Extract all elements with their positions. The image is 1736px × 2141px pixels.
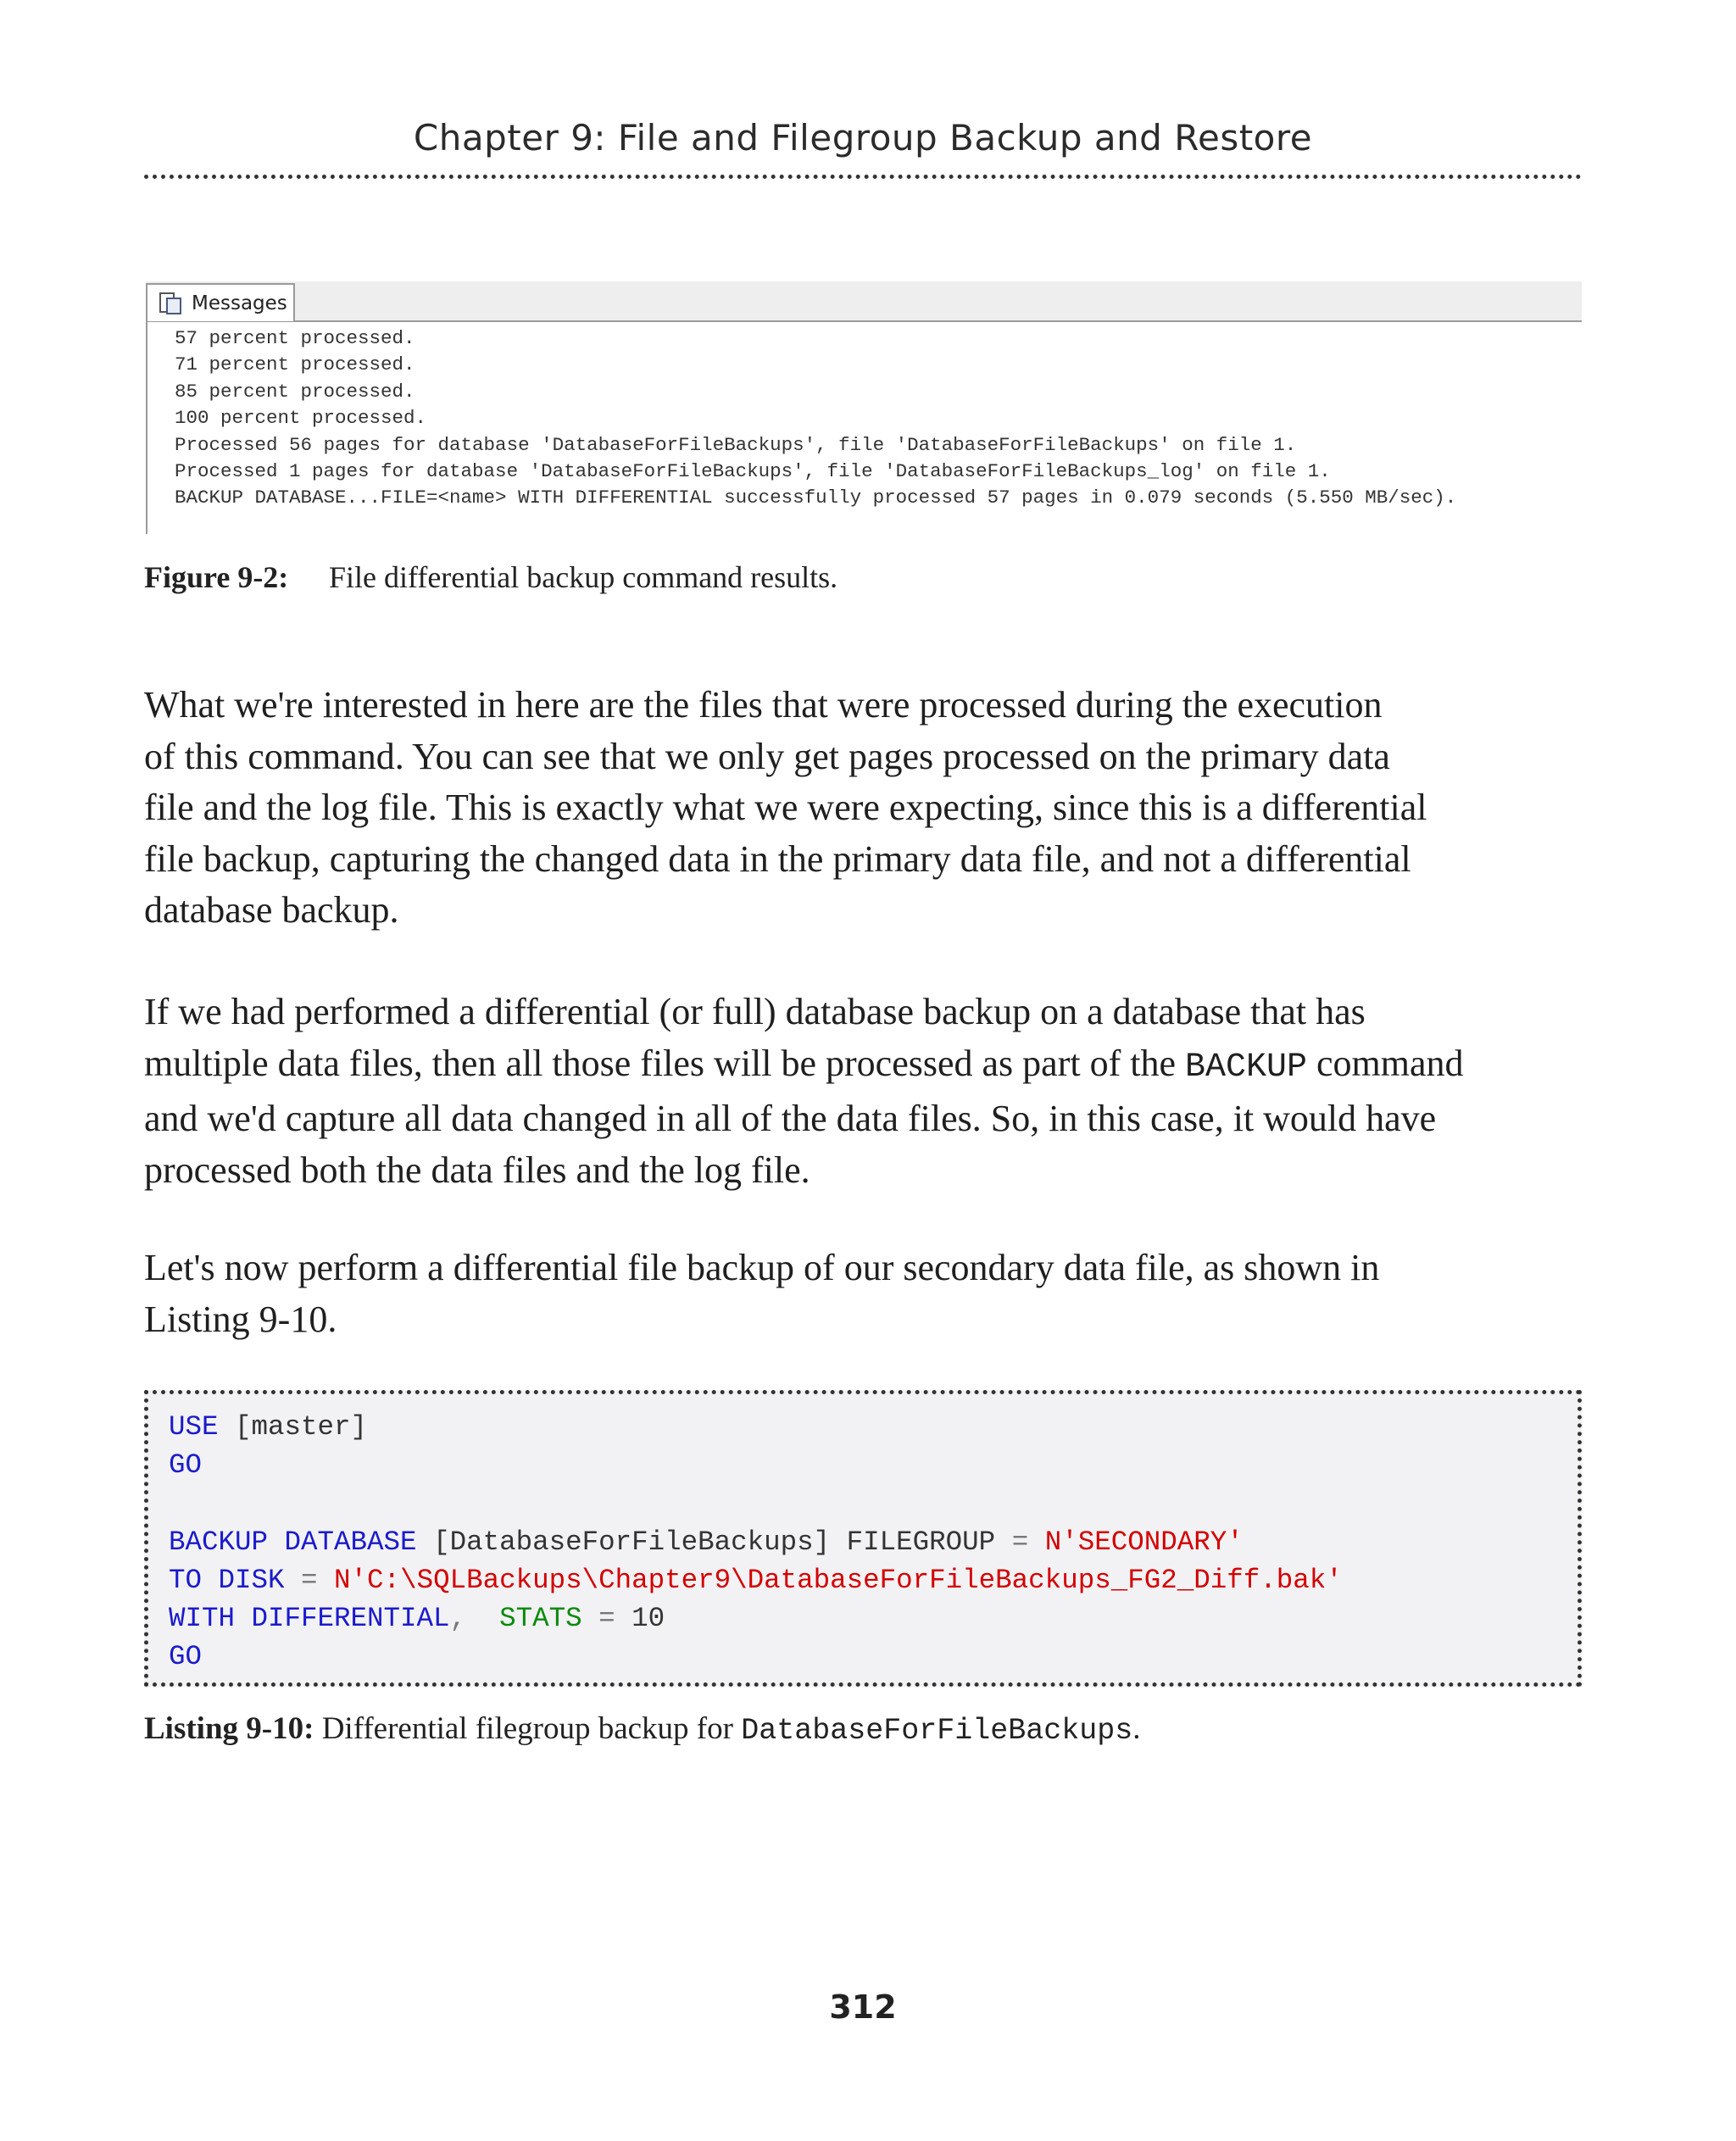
code-keyword: GO — [169, 1449, 203, 1482]
paragraph-line: file backup, capturing the changed data in the primary data file, and not a differential — [144, 837, 1411, 880]
paragraph-text: multiple data files, then all those files will be processed as part of the — [144, 1042, 1185, 1084]
code-block — [169, 1408, 1343, 1676]
message-line: BACKUP DATABASE...FILE=<name> WITH DIFFERENTIAL successfully processed 57 pages in 0.079 seconds (5.550 MB/sec). — [175, 487, 1457, 509]
messages-tab-label: Messages — [192, 292, 287, 314]
listing-caption — [144, 1710, 1141, 1748]
code-keyword: WITH DIFFERENTIAL — [169, 1603, 450, 1635]
paragraph-3 — [144, 1243, 1585, 1345]
code-operator: = — [1011, 1526, 1029, 1558]
listing-caption-code: DatabaseForFileBackups — [741, 1714, 1133, 1748]
listing-caption-label: Listing 9-10: — [144, 1711, 314, 1746]
paragraph-line: and we'd capture all data changed in all of the data files. So, in this case, it would have — [144, 1098, 1437, 1139]
paragraph-line: file and the log file. This is exactly what we were expecting, since this is a differential — [144, 787, 1427, 828]
paragraph-line: Let's now perform a differential file backup of our secondary data file, as shown in — [144, 1247, 1380, 1288]
paragraph-2 — [144, 987, 1585, 1196]
paragraph-line: processed both the data files and the log file. — [144, 1148, 810, 1191]
paragraph-line: of this command. You can see that we only get pages processed on the primary data — [144, 735, 1390, 777]
code-keyword: GO — [169, 1641, 203, 1673]
paragraph-line — [144, 1038, 1585, 1094]
chapter-header: Chapter 9: File and Filegroup Backup and Restore — [413, 117, 1313, 158]
message-line: 85 percent processed. — [175, 380, 415, 403]
code-operator: = — [284, 1564, 318, 1596]
messages-tabstrip — [146, 281, 1582, 322]
messages-icon — [158, 291, 183, 316]
messages-border — [146, 320, 147, 534]
inline-code: BACKUP — [1184, 1048, 1308, 1087]
message-line: Processed 56 pages for database 'DatabaseForFileBackups', file 'DatabaseForFileBackups' on file 1. — [175, 433, 1297, 456]
figure-caption-text: File differential backup command results. — [329, 560, 838, 594]
code-string: N'C:\SQLBackups\Chapter9\DatabaseForFileBackups_FG2_Diff.bak' — [317, 1564, 1343, 1596]
code-option: STATS — [499, 1603, 582, 1635]
message-line: Processed 1 pages for database 'DatabaseForFileBackups', file 'DatabaseForFileBackups_log' on file 1. — [175, 460, 1331, 483]
listing-caption-text: Differential filegroup backup for — [321, 1711, 742, 1746]
figure-caption-label: Figure 9-2: — [144, 560, 289, 594]
message-line: 100 percent processed. — [175, 407, 427, 430]
messages-output — [175, 325, 1456, 512]
messages-screenshot — [146, 281, 1582, 534]
paragraph-line: What we're interested in here are the files that were processed during the execution — [144, 684, 1383, 726]
code-operator: = — [581, 1603, 615, 1635]
code-operator: , — [449, 1603, 467, 1635]
code-keyword: TO DISK — [169, 1564, 285, 1596]
code-text: [master] — [218, 1411, 368, 1443]
code-text: [DatabaseForFileBackups] FILEGROUP — [416, 1526, 1012, 1558]
paragraph-1 — [144, 680, 1585, 937]
code-listing — [144, 1390, 1582, 1687]
paragraph-line: Listing 9-10. — [144, 1298, 337, 1340]
code-string: N'SECONDARY' — [1028, 1526, 1244, 1558]
paragraph-text: command — [1307, 1042, 1464, 1084]
page-number: 312 — [829, 1988, 897, 2026]
message-line: 71 percent processed. — [175, 353, 415, 376]
listing-caption-end: . — [1132, 1711, 1141, 1746]
header-divider — [144, 175, 1582, 179]
message-line: 57 percent processed. — [175, 327, 415, 349]
paragraph-line: If we had performed a differential (or full) database backup on a database that has — [144, 991, 1366, 1032]
code-keyword: USE — [169, 1411, 219, 1443]
messages-tab[interactable] — [146, 283, 295, 321]
figure-caption — [144, 559, 837, 595]
code-text: 10 — [615, 1603, 665, 1635]
paragraph-line: database backup. — [144, 889, 399, 931]
code-keyword: BACKUP DATABASE — [169, 1526, 417, 1558]
